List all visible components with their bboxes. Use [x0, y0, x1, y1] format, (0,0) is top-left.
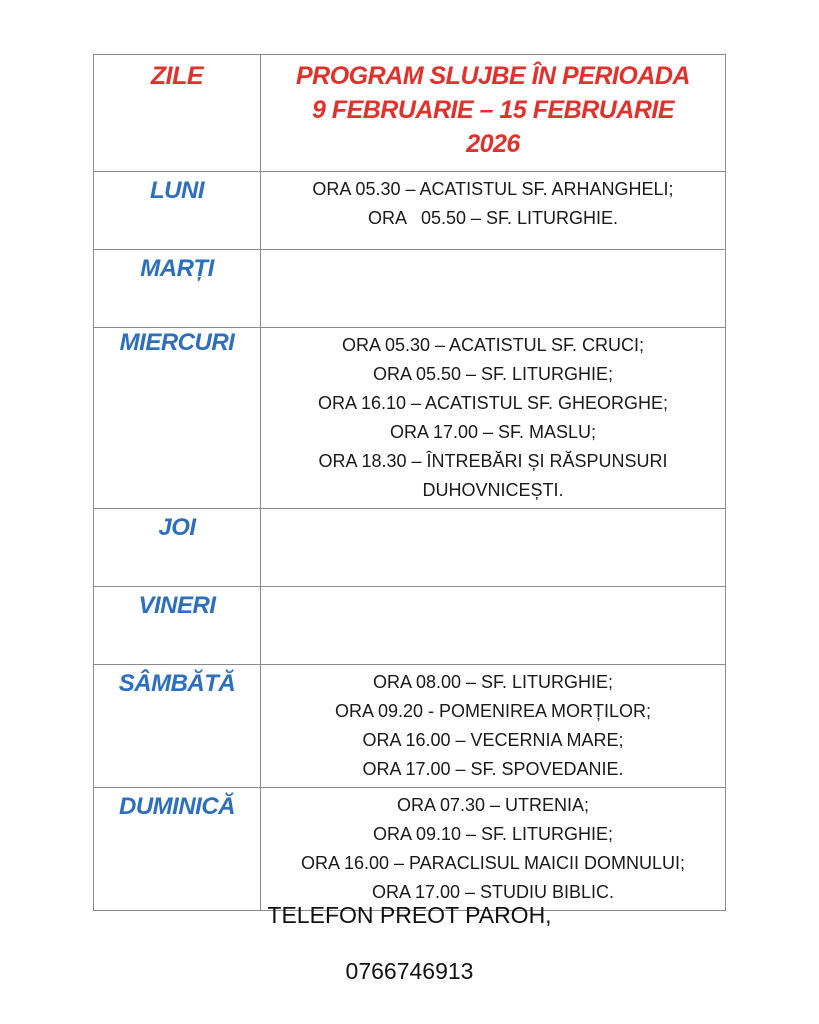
service-line: ORA 07.30 – UTRENIA; [396, 795, 590, 815]
service-line: ORA 05.30 – ACATISTUL SF. CRUCI; [341, 335, 645, 355]
day-cell [94, 587, 261, 665]
services-list [261, 328, 725, 508]
services-list [261, 665, 725, 787]
header-days-cell [94, 55, 261, 172]
service-line: ORA 16.00 – PARACLISUL MAICII DOMNULUI; [300, 853, 686, 873]
day-cell [94, 250, 261, 328]
day-name: MARȚI [140, 255, 214, 282]
table-header-row [94, 55, 726, 172]
day-name: LUNI [150, 177, 204, 204]
day-cell [94, 328, 261, 509]
services-cell [261, 665, 726, 788]
service-line: ORA 17.00 – STUDIU BIBLIC. [371, 882, 615, 902]
day-cell [94, 172, 261, 250]
header-title-cell [261, 55, 726, 172]
services-cell [261, 328, 726, 509]
service-line: ORA 05.30 – ACATISTUL SF. ARHANGHELI; [312, 179, 674, 199]
services-cell [261, 788, 726, 911]
service-line: DUHOVNICEȘTI. [422, 480, 564, 500]
services-cell [261, 587, 726, 665]
priest-phone-number: 0766746913 [345, 958, 474, 984]
service-line: ORA 05.50 – SF. LITURGHIE; [372, 364, 614, 384]
title-line: 9 FEBRUARIE – 15 FEBRUARIE [311, 96, 675, 124]
table-row-joi [94, 509, 726, 587]
table-row-sambata [94, 665, 726, 788]
table-row-vineri [94, 587, 726, 665]
title-line: PROGRAM SLUJBE ÎN PERIOADA [296, 62, 690, 90]
service-line: ORA 16.00 – VECERNIA MARE; [362, 730, 624, 750]
schedule-title [261, 55, 725, 161]
day-name: MIERCURI [119, 329, 235, 356]
day-name: VINERI [138, 592, 216, 619]
service-line: ORA 18.30 – ÎNTREBĂRI ȘI RĂSPUNSURI [318, 451, 668, 471]
day-cell [94, 665, 261, 788]
day-cell [94, 509, 261, 587]
service-line: ORA 05.50 – SF. LITURGHIE. [367, 208, 619, 228]
services-list [261, 788, 725, 910]
title-line: 2026 [466, 130, 520, 158]
services-list [261, 172, 725, 236]
services-cell [261, 509, 726, 587]
table-row-luni [94, 172, 726, 250]
schedule-table [93, 54, 726, 911]
day-cell [94, 788, 261, 911]
services-cell [261, 250, 726, 328]
services-cell [261, 172, 726, 250]
day-name: SÂMBĂTĂ [118, 670, 236, 697]
table-row-duminica [94, 788, 726, 911]
schedule-sheet [93, 54, 726, 911]
day-name: JOI [158, 514, 196, 541]
service-line: ORA 09.20 - POMENIREA MORȚILOR; [334, 701, 652, 721]
service-line: ORA 09.10 – SF. LITURGHIE; [372, 824, 614, 844]
table-row-miercuri [94, 328, 726, 509]
service-line: ORA 17.00 – SF. MASLU; [389, 422, 597, 442]
service-line: ORA 17.00 – SF. SPOVEDANIE. [362, 759, 624, 779]
table-row-marti [94, 250, 726, 328]
service-line: ORA 16.10 – ACATISTUL SF. GHEORGHE; [317, 393, 669, 413]
priest-phone-label: TELEFON PREOT PAROH, [267, 902, 552, 928]
days-column-heading: ZILE [150, 62, 204, 90]
day-name: DUMINICĂ [119, 793, 235, 820]
service-line: ORA 08.00 – SF. LITURGHIE; [372, 672, 614, 692]
